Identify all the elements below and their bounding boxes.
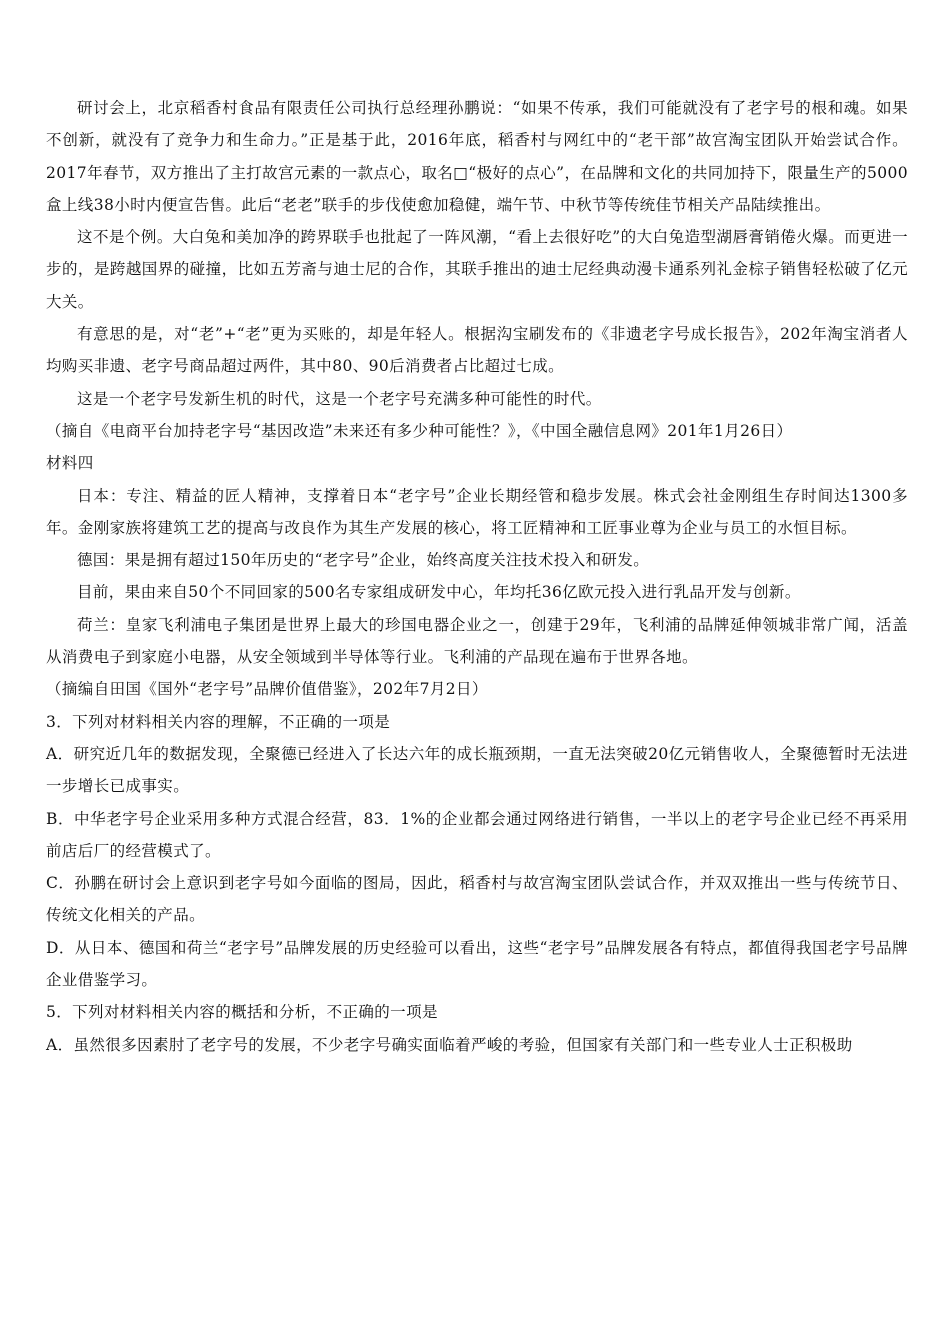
paragraph-germany-rd: 目前，果由来自50个不同回家的500名专家组成研发中心，年均托36亿欧元投入进行乳品开发与创新。	[77, 583, 801, 602]
question-5-option-a: A．虽然很多因素肘了老字号的发展，不少老字号确实面临着严峻的考验，但国家有关部门和一些专业人士正积极助	[46, 1035, 853, 1054]
question-3-option-a: A．研究近几年的数据发现，全聚德已经进入了长达六年的成长瓶颈期，一直无法突破20亿元销售收人，全聚德暂时无法进一步增长已成事实。	[46, 744, 908, 796]
question-5-stem: 5．下列对材料相关内容的概括和分析，不正确的一项是	[46, 1003, 438, 1022]
question-3-option-b: B．中华老字号企业采用多种方式混合经营，83．1%的企业都会通过网络进行销售，一半以上的老字号企业已经不再采用前店后厂的经营模式了。	[46, 809, 908, 860]
question-3-stem: 3．下列对材料相关内容的理解，不正确的一项是	[46, 712, 391, 731]
question-3-option-c: C．孙鹏在研讨会上意识到老字号如今面临的图局，因此，稻香村与故宫淘宝团队尝试合作，并双双推出一些与传统节日、传统文化相关的产品。	[46, 874, 908, 925]
paragraph-germany: 德国：果是拥有超过150年历史的“老字号”企业，始终高度关注技术投入和研发。	[77, 551, 650, 570]
paragraph-young-consumers: 有意思的是，对“老”+“老”更为买账的，却是年轻人。根据沟宝刷发布的《非遗老字号成长报告》，202年淘宝消者人均购买非遗、老字号商品超过两件，其中80、90后消费者占比超过七成。	[46, 325, 908, 376]
paragraph-netherlands: 荷兰：皇家飞利浦电子集团是世界上最大的珍国电器企业之一，创建于29年，飞利浦的品牌延伸领城非常广闻，活盖从消费电子到家庭小电器，从安全领域到半导体等行业。飞利浦的产品现在遍布于世界各地。	[46, 615, 908, 667]
paragraph-new-era: 这是一个老字号发新生机的时代，这是一个老字号充满多种可能性的时代。	[77, 389, 602, 408]
paragraph-daoxiangcun: 研讨会上，北京稻香村食品有限责任公司执行总经理孙鹏说：“如果不传承，我们可能就没有了老字号的根和魂。如果不创新，就没有了竞争力和生命力。”正是基于此，2016年底，稻香村与网红中的“老干部”故宫淘宝团队开始尝试合作。2017年春节，双方推出了主打故宫元素的一款点心，取名□“极好的点心”，在品牌和文化的共同加持下，限量生产的5000盒上线38小时内便宣告售。此后“老老”联手的步伐使愈加稳健，端午节、中秋节等传统佳节相关产品陆续推出。	[46, 99, 908, 214]
section-heading-material-4: 材料四	[46, 454, 94, 473]
source-citation-4: （摘编自田国《国外“老字号”品牌价值借鉴》，202年7月2日）	[46, 680, 488, 699]
paragraph-japan: 日本：专注、精益的匠人精神，支撑着日本“老字号”企业长期经管和稳步发展。株式会社金刚组生存时间达1300多年。金刚家族将建筑工艺的提高与改良作为其生产发展的核心，将工匠精神和工匠事业尊为企业与员工的水恒目标。	[46, 486, 908, 537]
question-3-option-d: D．从日本、德国和荷兰“老字号”品牌发展的历史经验可以看出，这些“老字号”品牌发展各有特点，都值得我国老字号品牌企业借鉴学习。	[46, 938, 908, 990]
paragraph-crossover-examples: 这不是个例。大白兔和美加净的跨界联手也批起了一阵风潮，“看上去很好吃”的大白兔造型湖唇膏销倦火爆。而更进一步的，是跨越国界的碰撞，比如五芳斋与迪士尼的合作，其联手推出的迪士尼经典动漫卡通系列礼金棕子销售轻松破了亿元大关。	[46, 228, 908, 311]
document-page	[46, 92, 908, 1061]
source-citation-3: （摘自《电商平台加持老字号“基因改造”未来还有多少种可能性？》，《中国全融信息网》201年1月26日）	[46, 421, 793, 440]
